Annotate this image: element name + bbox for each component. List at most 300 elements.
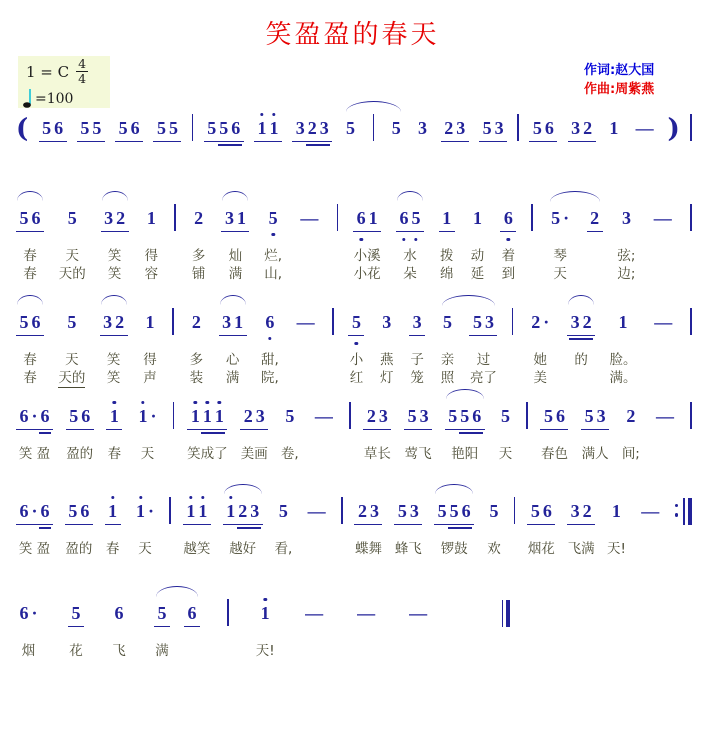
lyric-syllable: 春色 — [540, 446, 568, 462]
note-number: · — [563, 208, 570, 228]
note-number: 2 — [194, 208, 204, 228]
note-number: 1 — [145, 312, 155, 332]
note-glyph — [529, 502, 541, 521]
lyric-syllable: 笑 — [106, 352, 121, 368]
score-element — [133, 495, 158, 525]
score-element — [531, 202, 533, 232]
octave-dot-below — [268, 337, 271, 340]
note-glyph — [201, 407, 213, 426]
note-number: 6 — [472, 406, 482, 426]
octave-dot-above — [111, 496, 114, 499]
note-glyph — [39, 502, 51, 521]
note-token — [568, 98, 596, 142]
note-glyph-group — [568, 119, 596, 142]
note-glyph — [390, 119, 402, 138]
note-glyph — [218, 119, 230, 138]
note-number: 5 — [543, 406, 553, 426]
score-element — [64, 306, 80, 336]
note-glyph — [185, 502, 197, 521]
note-token — [65, 481, 93, 557]
score-element — [16, 202, 44, 232]
score-element — [404, 400, 432, 430]
note-number: 1 — [442, 208, 452, 228]
note-number: 3 — [409, 501, 419, 521]
score-element — [690, 400, 692, 430]
note-token — [567, 481, 595, 557]
slur-arc — [435, 484, 473, 494]
score-element — [341, 495, 343, 525]
note-number: 3 — [494, 118, 504, 138]
note-glyph — [455, 119, 467, 138]
note-number: 5 — [437, 501, 447, 521]
note-number: 6 — [503, 208, 513, 228]
lyric-syllable: 锣鼓 — [440, 541, 468, 557]
note-number: 1 — [136, 501, 145, 521]
note-glyph — [396, 502, 408, 521]
lyric-syllable: 小 — [349, 352, 364, 368]
note-number: 3 — [456, 118, 466, 138]
lyric-syllable: 看, — [274, 541, 293, 557]
note-glyph-group — [439, 313, 455, 336]
lyric-syllable: 绵 — [439, 266, 454, 282]
octave-dot-above — [229, 496, 232, 499]
note-number: — — [654, 312, 673, 332]
note-glyph-group — [293, 313, 318, 336]
score-element — [16, 306, 44, 336]
lyric-syllable: 的 — [574, 352, 588, 368]
lyric-syllable: 满 — [155, 643, 169, 659]
note-number: 5 — [67, 312, 77, 332]
note-number: 6 — [356, 208, 366, 228]
note-glyph — [230, 119, 242, 138]
note-glyph — [145, 209, 157, 228]
score-element — [415, 112, 431, 142]
note-token — [404, 386, 432, 462]
note-glyph-group — [143, 209, 159, 232]
note-token — [353, 188, 381, 282]
note-glyph-group — [111, 604, 127, 627]
score-element — [39, 112, 67, 142]
note-glyph-group — [16, 604, 41, 627]
note-token — [479, 98, 507, 142]
lyric-syllable: 小花 — [353, 266, 381, 282]
lyric-syllable: 春 — [23, 266, 37, 282]
note-glyph — [493, 119, 505, 138]
note-glyph — [460, 502, 472, 521]
note-glyph-group — [409, 313, 425, 336]
note-number: 5 — [448, 406, 458, 426]
note-token — [617, 188, 636, 282]
note-glyph — [190, 313, 202, 332]
note-number: 5 — [285, 406, 295, 426]
note-glyph-group — [548, 209, 573, 232]
note-glyph-group — [608, 502, 624, 525]
note-number: 5 — [118, 118, 128, 138]
note-number: 6 — [31, 312, 41, 332]
meter-denominator: 4 — [78, 71, 87, 86]
note-number: — — [296, 312, 315, 332]
note-token — [445, 386, 485, 462]
note-glyph — [135, 502, 147, 521]
note-number: 2 — [626, 406, 636, 426]
note-token — [264, 188, 283, 282]
score-element — [227, 597, 229, 627]
score-element — [282, 400, 298, 430]
note-token — [16, 481, 53, 557]
lyric-syllable: 亲 — [440, 352, 455, 368]
score-element — [650, 202, 675, 232]
note-token — [470, 188, 486, 282]
note-token — [292, 98, 332, 142]
note-number: 6 — [80, 501, 90, 521]
song-title: 笑盈盈的春天 — [265, 20, 440, 50]
note-glyph-group — [353, 209, 381, 232]
note-glyph — [569, 313, 581, 332]
barline — [192, 114, 194, 141]
note-glyph-group — [623, 407, 639, 430]
score-element — [77, 112, 105, 142]
note-token — [274, 481, 293, 557]
note-glyph-group — [105, 502, 121, 525]
note-glyph-group — [64, 209, 80, 232]
score-element — [292, 112, 332, 142]
lyric-syllable: 铺 — [191, 266, 206, 282]
lyric-syllable: 飞 — [112, 643, 126, 659]
score-element — [262, 306, 278, 336]
note-glyph-group — [302, 604, 327, 627]
note-number: 6 — [399, 208, 409, 228]
note-number: 6 — [187, 603, 197, 623]
note-number: 6 — [19, 406, 29, 426]
lyric-syllable: 天! — [255, 643, 275, 659]
note-token — [39, 98, 67, 142]
note-glyph-group — [153, 119, 181, 142]
note-glyph — [350, 313, 362, 332]
note-number: 5 — [584, 406, 594, 426]
note-token — [606, 481, 626, 557]
lyric-syllable: 春 — [23, 352, 37, 368]
score-element — [275, 495, 291, 525]
note-glyph-group — [275, 502, 291, 525]
note-glyph-group — [404, 407, 432, 430]
note-glyph — [441, 313, 453, 332]
score-element — [434, 495, 474, 525]
score-element — [174, 202, 176, 232]
note-glyph — [225, 502, 237, 521]
note-token — [354, 481, 382, 557]
note-glyph — [499, 407, 511, 426]
note-glyph — [595, 407, 607, 426]
note-number: 6 — [40, 501, 50, 521]
barline — [227, 599, 229, 626]
barline-token — [169, 481, 171, 554]
note-number: 3 — [418, 118, 427, 138]
score-element — [173, 400, 175, 430]
note-number: 1 — [236, 208, 246, 228]
lyric-syllable: 声 — [143, 370, 157, 386]
repeat-dot — [675, 513, 679, 517]
note-token — [142, 292, 158, 386]
note-number: 3 — [250, 501, 260, 521]
barline — [690, 308, 692, 335]
score-element — [439, 202, 455, 232]
note-token — [297, 188, 322, 279]
note-glyph — [137, 407, 149, 426]
slur-arc — [224, 484, 262, 494]
note-glyph-group — [497, 407, 513, 430]
note-token — [469, 292, 497, 386]
octave-dot-above — [113, 401, 116, 404]
lyric-syllable: 笑 — [107, 248, 122, 264]
lyric-syllable: 春 — [23, 370, 37, 386]
note-glyph — [541, 502, 553, 521]
note-glyph-group — [406, 604, 431, 627]
score-element — [302, 597, 327, 627]
lyric-syllable: 越笑 — [183, 541, 211, 557]
note-glyph-group — [354, 604, 379, 627]
score-element — [143, 202, 159, 232]
note-glyph — [550, 209, 562, 228]
score-element — [101, 202, 129, 232]
barline-token — [337, 188, 339, 279]
lyric-syllable: 水 — [403, 248, 417, 264]
note-token — [621, 386, 640, 462]
barline — [169, 497, 171, 524]
note-glyph-group — [221, 209, 249, 232]
score-element — [240, 400, 268, 430]
note-glyph-group — [567, 313, 595, 336]
note-token — [363, 386, 391, 462]
lyric-syllable: 莺飞 — [404, 446, 432, 462]
lyric-syllable: 花 — [69, 643, 83, 659]
lyric-syllable: 到 — [501, 266, 516, 282]
score-element — [502, 597, 511, 627]
note-token — [280, 386, 299, 462]
score-element — [567, 495, 595, 525]
score-element — [16, 112, 28, 142]
score-element — [623, 400, 639, 430]
note-glyph-group — [223, 502, 263, 525]
score-element — [105, 495, 121, 525]
slur-arc — [397, 191, 423, 201]
note-glyph — [582, 119, 594, 138]
note-glyph — [408, 604, 429, 623]
barline — [332, 308, 334, 335]
note-number: 5 — [19, 208, 29, 228]
lyric-syllable: 弦; — [617, 248, 636, 264]
note-token — [101, 188, 129, 282]
note-token — [650, 188, 675, 279]
note-glyph-group — [415, 119, 431, 142]
score-element — [337, 202, 339, 232]
note-glyph-group — [265, 209, 281, 232]
score-element — [100, 306, 128, 336]
octave-dot-above — [263, 598, 266, 601]
barline-token — [690, 386, 692, 459]
note-glyph — [306, 502, 327, 521]
score-element — [527, 495, 555, 525]
note-glyph — [114, 313, 126, 332]
octave-dot-above — [194, 401, 197, 404]
lyricist-credit: 作词:赵大国 — [584, 63, 655, 78]
note-glyph-group — [100, 313, 128, 336]
note-glyph — [18, 407, 30, 426]
note-glyph-group — [219, 313, 247, 336]
note-glyph — [554, 407, 566, 426]
note-glyph — [625, 407, 637, 426]
score-element — [388, 112, 404, 142]
note-glyph-group — [638, 502, 663, 525]
score-element — [332, 306, 334, 336]
note-number: 2 — [531, 312, 541, 332]
credits-block — [584, 61, 654, 99]
score-element — [690, 306, 692, 336]
barline-token — [174, 188, 176, 279]
note-glyph — [655, 407, 676, 426]
note-glyph — [70, 604, 82, 623]
note-glyph-group — [441, 119, 469, 142]
note-number: 2 — [590, 208, 600, 228]
note-glyph-group — [16, 313, 44, 336]
score-element — [187, 400, 227, 430]
note-number: 3 — [378, 406, 388, 426]
note-glyph — [471, 313, 483, 332]
lyric-syllable: 盈的 — [65, 541, 93, 557]
note-number: 6 — [19, 603, 29, 623]
note-number: 5 — [411, 208, 421, 228]
note-glyph — [30, 502, 39, 521]
note-number: 1 — [138, 406, 148, 426]
barline — [349, 402, 351, 429]
note-number: 1 — [234, 312, 244, 332]
note-token — [191, 188, 207, 282]
note-number: 6 — [461, 501, 471, 521]
note-token — [111, 583, 127, 659]
octave-dot-above — [218, 401, 221, 404]
note-number: 1 — [257, 118, 267, 138]
lyric-syllable: 烟花 — [527, 541, 555, 557]
barline-token — [517, 98, 519, 142]
lyric-syllable: 多 — [191, 248, 206, 264]
note-token — [394, 481, 422, 557]
note-glyph — [149, 407, 158, 426]
note-number: — — [409, 603, 428, 623]
score-element — [373, 112, 375, 142]
note-number: 5 — [80, 118, 90, 138]
note-glyph — [197, 502, 209, 521]
note-number: 5 — [278, 501, 288, 521]
note-glyph-group — [650, 209, 675, 232]
score-element — [567, 306, 595, 336]
octave-dot-below — [402, 238, 405, 241]
score-element — [172, 306, 174, 336]
note-glyph — [381, 313, 393, 332]
final-thin-bar — [502, 600, 504, 627]
score-element — [675, 495, 692, 525]
score-element — [581, 400, 609, 430]
note-number: 3 — [621, 208, 631, 228]
lyric-syllable: 天 — [65, 352, 79, 368]
score-element — [445, 400, 485, 430]
note-glyph-group — [101, 209, 129, 232]
note-number: 2 — [116, 208, 126, 228]
note-token — [66, 386, 94, 462]
note-glyph-group — [632, 119, 657, 142]
note-glyph-group — [16, 209, 44, 232]
note-token — [100, 292, 128, 386]
lyric-syllable: 笑 盈 — [18, 446, 51, 462]
note-glyph — [356, 604, 377, 623]
score-element — [68, 597, 84, 627]
note-glyph-group — [115, 119, 143, 142]
note-number: 1 — [109, 406, 119, 426]
note-number: 3 — [224, 208, 234, 228]
note-glyph-group — [106, 407, 122, 430]
score-element — [64, 202, 80, 232]
note-number: 2 — [583, 118, 593, 138]
note-number: 3 — [570, 501, 580, 521]
note-token — [396, 188, 424, 282]
lyric-syllable: 草长 — [363, 446, 391, 462]
lyric-syllable: 她 — [533, 352, 548, 368]
final-barline — [502, 583, 511, 627]
note-glyph-group — [396, 209, 424, 232]
note-glyph-group — [297, 209, 322, 232]
note-token — [105, 481, 121, 557]
note-glyph — [79, 119, 91, 138]
score-element — [615, 306, 631, 336]
note-number: 5 — [500, 406, 510, 426]
barline-token — [514, 481, 516, 554]
lyric-syllable: 天! — [606, 541, 626, 557]
note-token — [409, 292, 425, 386]
score-element — [618, 202, 634, 232]
note-number: 3 — [596, 406, 606, 426]
note-glyph — [156, 604, 168, 623]
note-glyph — [488, 502, 500, 521]
note-glyph — [294, 119, 306, 138]
score-element — [606, 112, 622, 142]
note-number: 5 — [391, 118, 401, 138]
note-token — [441, 98, 469, 142]
lyric-syllable: 天 — [65, 248, 80, 264]
score-element — [142, 306, 158, 336]
score-element — [219, 306, 247, 336]
note-token — [204, 98, 244, 142]
note-number: · — [543, 312, 550, 332]
note-number: 6 — [555, 406, 565, 426]
note-glyph — [80, 407, 92, 426]
score-element — [406, 597, 431, 627]
note-number: 6 — [265, 312, 275, 332]
note-number: 5 — [92, 118, 102, 138]
score-element — [540, 400, 568, 430]
note-glyph — [367, 209, 379, 228]
note-glyph — [67, 502, 79, 521]
lyric-syllable: 烟 — [21, 643, 36, 659]
score-element — [690, 202, 692, 232]
score-element — [183, 495, 211, 525]
note-number: 2 — [444, 118, 454, 138]
note-number: — — [307, 501, 326, 521]
note-glyph-group — [292, 119, 332, 142]
note-glyph — [543, 119, 555, 138]
score-element — [379, 306, 395, 336]
note-token — [540, 386, 568, 462]
score-element — [497, 400, 513, 430]
note-glyph — [443, 119, 455, 138]
note-glyph-group — [540, 407, 568, 430]
